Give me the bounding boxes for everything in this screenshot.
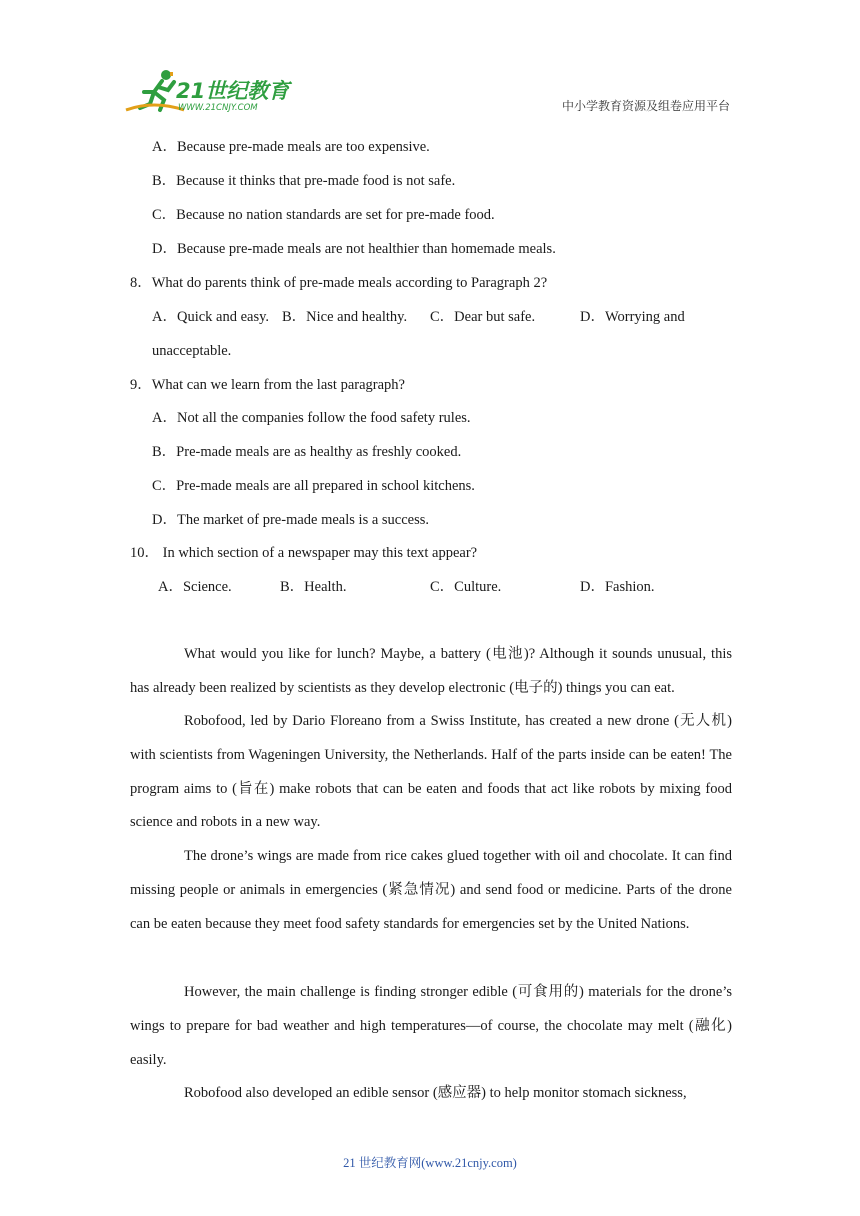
q7-option-b: B．Because it thinks that pre-made food is not safe. [152, 173, 456, 189]
platform-title: 中小学教育资源及组卷应用平台 [561, 99, 730, 113]
q10-option-b: B．Health. [280, 579, 347, 595]
page-footer: 21 世纪教育网(www.21cnjy.com) [343, 1156, 517, 1170]
q9-stem: 9．What can we learn from the last paragraph? [130, 377, 405, 393]
q9-option-a: A．Not all the companies follow the food safety rules. [152, 410, 471, 426]
q7-option-c: C．Because no nation standards are set for pre-made food. [152, 207, 495, 223]
q9-option-d: D．The market of pre-made meals is a success. [152, 512, 430, 528]
q8-option-d-continued: unacceptable. [152, 343, 232, 359]
q8-option-c: C．Dear but safe. [430, 309, 536, 325]
q8-option-a: A．Quick and easy. [152, 309, 270, 325]
svg-text:WWW.21CNJY.COM: WWW.21CNJY.COM [178, 103, 258, 113]
passage-paragraph-5: Robofood also developed an edible sensor (感应器) to help monitor stomach sickness, [184, 1085, 687, 1101]
passage-paragraph-3: The drone’s wings are made from rice cakes glued together with oil and chocolate. It can find missing people or animals in emergencies (紧急情况) and send food or medicine. Parts of the drone can be eaten because they meet food safety standards for emergencies set by the United Nations. [130, 848, 732, 932]
q10-option-c: C．Culture. [430, 579, 502, 595]
q8-stem: 8．What do parents think of pre-made meals according to Paragraph 2? [130, 275, 548, 291]
passage-paragraph-2: Robofood, led by Dario Floreano from a Swiss Institute, has created a new drone (无人机) with scientists from Wageningen University, the Netherlands. Half of the parts inside can be eaten! The program aims to (旨在) make robots that can be eaten and foods that act like robots by mixing food science and robots in a new way. [130, 713, 732, 831]
q8-option-d: D．Worrying and [580, 309, 685, 325]
passage-paragraph-4: However, the main challenge is finding stronger edible (可食用的) materials for the drone’s wings to prepare for bad weather and high temperatures—of course, the chocolate may melt (融化) easily. [130, 984, 732, 1068]
q10-option-a: A．Science. [158, 579, 232, 595]
q9-option-b: B．Pre-made meals are as healthy as freshly cooked. [152, 444, 462, 460]
q7-option-d: D．Because pre-made meals are not healthier than homemade meals. [152, 241, 556, 257]
q10-option-d: D．Fashion. [580, 579, 655, 595]
logo [124, 66, 294, 116]
svg-text:21世纪教育: 21世纪教育 [176, 79, 290, 103]
page-header [0, 0, 860, 125]
q10-stem: 10． In which section of a newspaper may this text appear? [130, 545, 478, 561]
passage-paragraph-1: What would you like for lunch? Maybe, a battery (电池)? Although it sounds unusual, this has already been realized by scientists as they develop electronic (电子的) things you can eat. [130, 646, 732, 696]
q8-option-b: B．Nice and healthy. [282, 309, 408, 325]
q9-option-c: C．Pre-made meals are all prepared in school kitchens. [152, 478, 475, 494]
q7-option-a: A．Because pre-made meals are too expensive. [152, 139, 430, 155]
runner-logo-icon [124, 66, 294, 116]
